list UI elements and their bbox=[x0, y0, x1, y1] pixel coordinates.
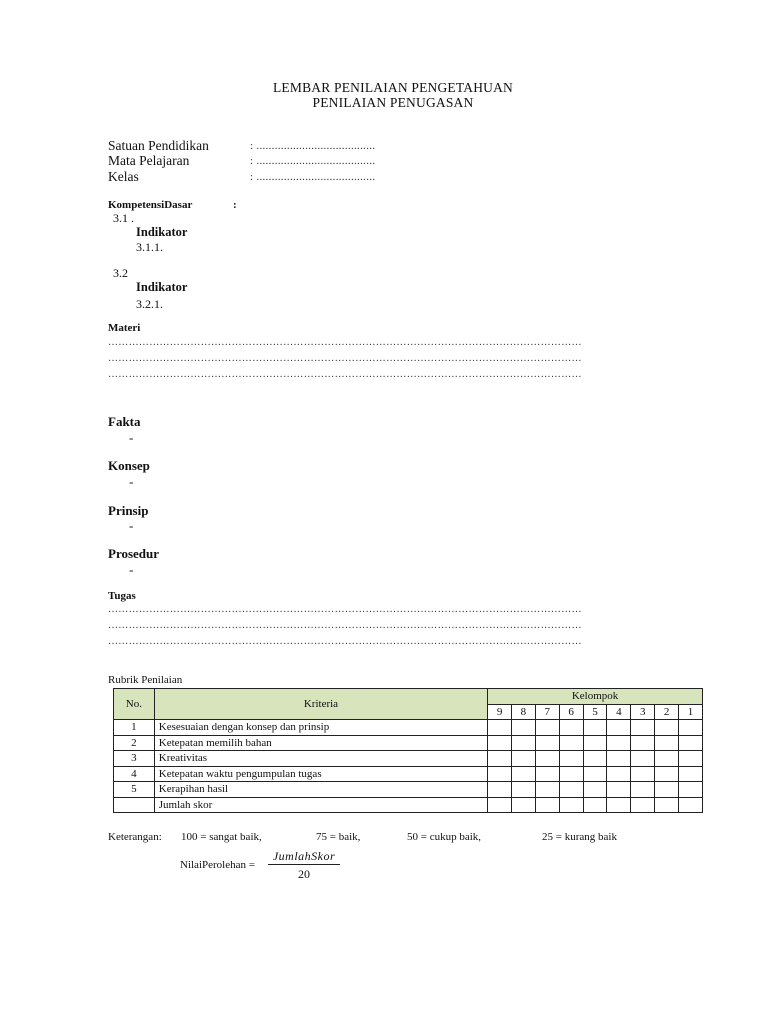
kd-number-2: 3.2 bbox=[113, 266, 128, 280]
score-cell[interactable] bbox=[631, 797, 655, 813]
score-cell[interactable] bbox=[535, 735, 559, 751]
score-cell[interactable] bbox=[488, 735, 512, 751]
score-cell[interactable] bbox=[607, 782, 631, 798]
score-cell[interactable] bbox=[607, 766, 631, 782]
kelompok-number: 3 bbox=[631, 704, 655, 720]
score-cell[interactable] bbox=[535, 782, 559, 798]
score-cell[interactable] bbox=[559, 735, 583, 751]
score-cell[interactable] bbox=[583, 797, 607, 813]
score-cell[interactable] bbox=[631, 766, 655, 782]
formula-lhs: NilaiPerolehan = bbox=[180, 859, 255, 871]
score-cell[interactable] bbox=[512, 720, 536, 736]
prinsip-item: - bbox=[129, 518, 134, 533]
row-kriteria: Kesesuaian dengan konsep dan prinsip bbox=[154, 720, 487, 736]
score-cell[interactable] bbox=[679, 782, 703, 798]
score-cell[interactable] bbox=[488, 720, 512, 736]
score-cell[interactable] bbox=[655, 766, 679, 782]
score-cell[interactable] bbox=[535, 797, 559, 813]
kelompok-number: 8 bbox=[512, 704, 536, 720]
score-cell[interactable] bbox=[512, 797, 536, 813]
score-cell[interactable] bbox=[607, 797, 631, 813]
rubrik-header-row bbox=[114, 689, 703, 705]
row-kriteria: Kerapihan hasil bbox=[154, 782, 487, 798]
row-kriteria-total: Jumlah skor bbox=[154, 797, 487, 813]
kelompok-number: 7 bbox=[535, 704, 559, 720]
materi-line-2: ………………………………………………………………………………………………………………………… bbox=[108, 353, 582, 364]
score-cell[interactable] bbox=[559, 797, 583, 813]
table-row bbox=[114, 766, 703, 782]
table-row-total bbox=[114, 797, 703, 813]
document-title-line2: PENILAIAN PENUGASAN bbox=[312, 95, 474, 110]
score-cell[interactable] bbox=[631, 720, 655, 736]
indikator-label-1: Indikator bbox=[136, 225, 188, 239]
rubrik-caption: Rubrik Penilaian bbox=[108, 674, 183, 686]
row-no: 2 bbox=[114, 735, 155, 751]
score-cell[interactable] bbox=[535, 766, 559, 782]
rubrik-table bbox=[113, 688, 703, 813]
kelompok-number: 1 bbox=[679, 704, 703, 720]
score-cell[interactable] bbox=[512, 735, 536, 751]
formula-denominator: 20 bbox=[298, 867, 310, 881]
row-kriteria: Ketepatan waktu pengumpulan tugas bbox=[154, 766, 487, 782]
score-cell[interactable] bbox=[535, 720, 559, 736]
table-row bbox=[114, 782, 703, 798]
tugas-line-1: ………………………………………………………………………………………………………………………… bbox=[108, 604, 582, 615]
indikator-item-2: 3.2.1. bbox=[136, 297, 163, 311]
row-kriteria: Ketepatan memilih bahan bbox=[154, 735, 487, 751]
materi-label: Materi bbox=[108, 322, 141, 334]
kelompok-number: 4 bbox=[607, 704, 631, 720]
indikator-item-1: 3.1.1. bbox=[136, 240, 163, 254]
row-no: 4 bbox=[114, 766, 155, 782]
score-cell[interactable] bbox=[488, 751, 512, 767]
score-cell[interactable] bbox=[583, 720, 607, 736]
score-cell[interactable] bbox=[583, 751, 607, 767]
fakta-item: - bbox=[129, 430, 134, 445]
kelompok-number: 5 bbox=[583, 704, 607, 720]
table-row bbox=[114, 751, 703, 767]
keterangan-item-3: 50 = cukup baik, bbox=[407, 831, 482, 843]
score-cell[interactable] bbox=[583, 735, 607, 751]
kd-number-1: 3.1 . bbox=[113, 211, 134, 225]
score-cell[interactable] bbox=[655, 751, 679, 767]
score-cell[interactable] bbox=[655, 797, 679, 813]
header-kriteria: Kriteria bbox=[154, 689, 487, 720]
score-cell[interactable] bbox=[488, 782, 512, 798]
keterangan-item-2: 75 = baik, bbox=[316, 831, 361, 843]
header-no: No. bbox=[114, 689, 155, 720]
score-cell[interactable] bbox=[655, 720, 679, 736]
keterangan-item-4: 25 = kurang baik bbox=[542, 831, 617, 843]
identity-value-kelas: : ....................................... bbox=[250, 171, 376, 183]
score-cell[interactable] bbox=[631, 782, 655, 798]
score-cell[interactable] bbox=[583, 782, 607, 798]
document-title-line1: LEMBAR PENILAIAN PENGETAHUAN bbox=[272, 80, 513, 95]
score-cell[interactable] bbox=[655, 782, 679, 798]
identity-value-mapel: : ....................................... bbox=[250, 155, 376, 167]
score-cell[interactable] bbox=[607, 751, 631, 767]
row-no: 5 bbox=[114, 782, 155, 798]
score-cell[interactable] bbox=[679, 751, 703, 767]
score-cell[interactable] bbox=[607, 720, 631, 736]
score-cell[interactable] bbox=[631, 735, 655, 751]
identity-label-satuan: Satuan Pendidikan bbox=[108, 138, 209, 153]
score-cell[interactable] bbox=[535, 751, 559, 767]
score-cell[interactable] bbox=[631, 751, 655, 767]
prosedur-label: Prosedur bbox=[108, 546, 160, 561]
score-cell[interactable] bbox=[559, 720, 583, 736]
identity-label-kelas: Kelas bbox=[108, 169, 139, 184]
indikator-label-2: Indikator bbox=[136, 280, 188, 294]
kompetensi-dasar-colon: : bbox=[233, 199, 237, 211]
keterangan-item-1: 100 = sangat baik, bbox=[181, 831, 262, 843]
prinsip-label: Prinsip bbox=[108, 503, 149, 518]
score-cell[interactable] bbox=[583, 766, 607, 782]
kelompok-number: 9 bbox=[488, 704, 512, 720]
prosedur-item: - bbox=[129, 562, 134, 577]
table-row bbox=[114, 735, 703, 751]
kelompok-number: 2 bbox=[655, 704, 679, 720]
score-cell[interactable] bbox=[679, 720, 703, 736]
fraction-bar bbox=[268, 864, 340, 865]
tugas-label: Tugas bbox=[108, 590, 136, 602]
row-kriteria: Kreativitas bbox=[154, 751, 487, 767]
table-row bbox=[114, 720, 703, 736]
row-no: 3 bbox=[114, 751, 155, 767]
score-cell[interactable] bbox=[679, 735, 703, 751]
identity-label-mapel: Mata Pelajaran bbox=[108, 153, 190, 168]
score-cell[interactable] bbox=[559, 751, 583, 767]
identity-value-satuan: : ....................................... bbox=[250, 140, 376, 152]
formula-numerator: JumlahSkor bbox=[272, 849, 336, 863]
score-cell[interactable] bbox=[607, 735, 631, 751]
row-no: 1 bbox=[114, 720, 155, 736]
score-cell[interactable] bbox=[488, 766, 512, 782]
score-cell[interactable] bbox=[488, 797, 512, 813]
score-cell[interactable] bbox=[655, 735, 679, 751]
materi-line-1: ………………………………………………………………………………………………………………………… bbox=[108, 337, 582, 348]
materi-line-3: ………………………………………………………………………………………………………………………… bbox=[108, 369, 582, 380]
row-no bbox=[114, 797, 155, 813]
konsep-label: Konsep bbox=[108, 458, 150, 473]
score-cell[interactable] bbox=[512, 766, 536, 782]
score-cell[interactable] bbox=[679, 766, 703, 782]
score-cell[interactable] bbox=[559, 766, 583, 782]
kelompok-number: 6 bbox=[559, 704, 583, 720]
tugas-line-3: ………………………………………………………………………………………………………………………… bbox=[108, 636, 582, 647]
keterangan-label: Keterangan: bbox=[108, 831, 162, 843]
score-cell[interactable] bbox=[512, 782, 536, 798]
fakta-label: Fakta bbox=[108, 414, 141, 429]
header-kelompok: Kelompok bbox=[488, 689, 703, 705]
score-cell[interactable] bbox=[679, 797, 703, 813]
konsep-item: - bbox=[129, 474, 134, 489]
score-cell[interactable] bbox=[559, 782, 583, 798]
tugas-line-2: ………………………………………………………………………………………………………………………… bbox=[108, 620, 582, 631]
score-cell[interactable] bbox=[512, 751, 536, 767]
kompetensi-dasar-label: KompetensiDasar bbox=[108, 199, 193, 211]
